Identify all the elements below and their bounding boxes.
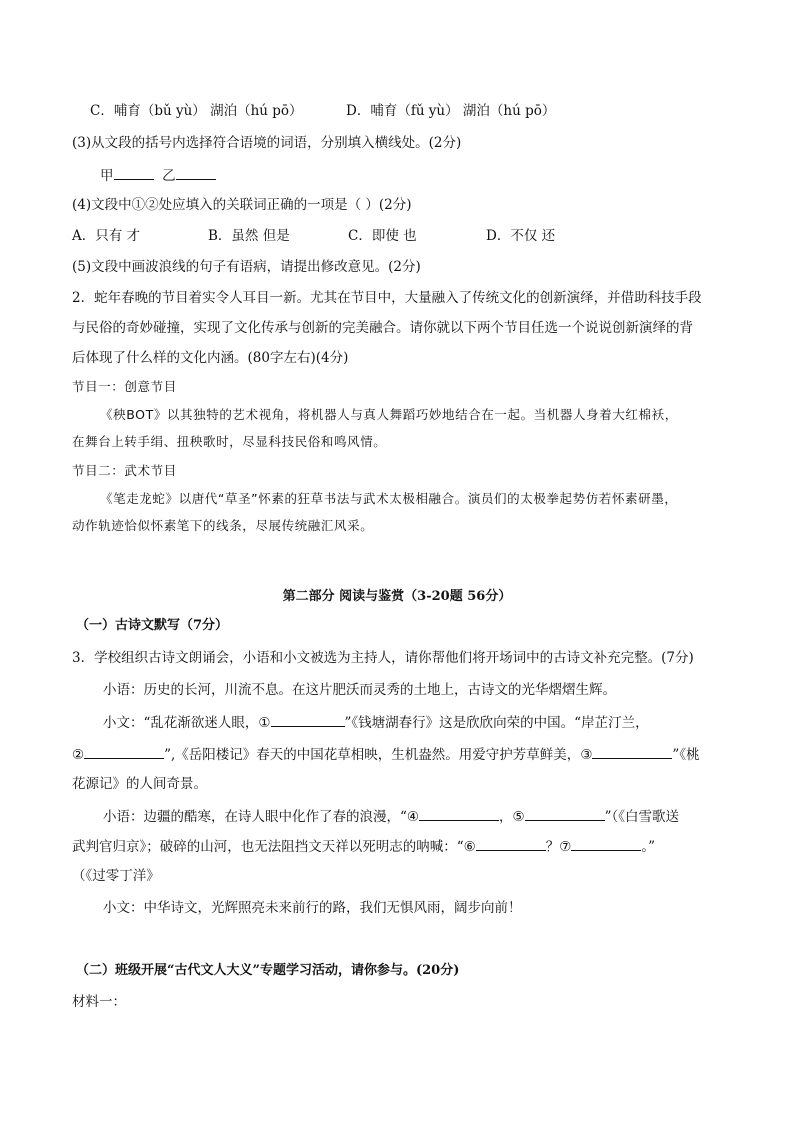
blank-3[interactable] [592,744,672,759]
q3-p2b: ”《钱塘湖春行》这是欣欣向荣的中国。“岸芷汀兰， [344,715,649,731]
blank-7[interactable] [571,836,641,851]
q3-p5 [103,806,679,827]
blank-jia-row [100,165,216,186]
jia-blank[interactable] [114,165,154,180]
marker-6: ⑥ [463,839,476,855]
section1-title: （一）古诗文默写（7分） [76,618,229,633]
q3-p2a: 小文：“乱花渐欲迷人眼， [103,715,259,731]
q3-intro: 3．学校组织古诗文朗诵会，小语和小文被选为主持人，请你帮他们将开场词中的古诗文补充完整。(7分) [72,650,694,666]
question-5-sub: (5)文段中画波浪线的句子有语病，请提出修改意见。(2分) [72,259,421,275]
q3-p5a: 小语：边疆的酷寒，在诗人眼中化作了春的浪漫，“ [103,809,407,825]
option-d: D．哺育（fǔ yù） 湖泊（hú pō） [346,103,556,119]
q3-question-mark: ？ [545,839,560,855]
section2-title: （二）班级开展“古代文人大义”专题学习活动，请你参与。(20分) [76,963,460,978]
jia-label: 甲 [100,168,114,184]
program1-line1: 《秧BOT》以其独特的艺术视角，将机器人与真人舞蹈巧妙地结合在一起。当机器人身着大红棉袄， [100,407,678,422]
program2-line1: 《笔走龙蛇》以唐代“草圣”怀素的狂草书法与武术太极相融合。演员们的太极拳起势仿若怀素研墨， [100,491,678,506]
q3-p3b: ”《桃 [672,747,700,763]
program1-line2: 在舞台上转手绢、扭秧歌时，尽显科技民俗和鸣风情。 [72,434,387,449]
question-4-sub: (4)文段中①②处应填入的关联词正确的一项是（ ）(2分) [72,197,412,213]
part2-title: 第二部分 阅读与鉴赏（3-20题 56分） [282,589,512,604]
program2-label: 节目二：武术节目 [72,463,177,478]
q3-p6a: 武判官归京》；破碎的山河，也无法阻挡文天祥以死明志的呐喊：“ [72,839,464,855]
program2-line2: 动作轨迹恰似怀素笔下的线条，尽展传统融汇风采。 [72,518,374,533]
marker-4: ④ [406,809,420,825]
marker-5: ⑤ [512,809,525,825]
blank-2[interactable] [84,744,164,759]
option-a: A．只有 才 [72,228,141,244]
marker-7: ⑦ [559,839,572,855]
q3-p5b: ”（《白雪歌送 [604,809,680,825]
q3-comma: ， [499,809,513,825]
material-1-label: 材料一： [72,994,126,1010]
option-b: B．虽然 但是 [208,228,290,244]
blank-6[interactable] [476,836,546,851]
q3-p8: 小文：中华诗文，光辉照亮未来前行的路，我们无惧风雨，阔步向前！ [103,900,522,916]
option-c: C．哺育（bǔ yù） 湖泊（hú pō） [90,103,303,119]
q3-p7: （《过零丁洋》 [72,868,160,884]
blank-5[interactable] [525,806,605,821]
marker-1: ① [258,715,271,731]
option-d-4: D．不仅 还 [486,228,556,244]
option-c-4: C．即使 也 [348,228,417,244]
q2-line1: 2．蛇年春晚的节目着实令人耳目一新。尤其在节目中，大量融入了传统文化的创新演绎，并借助科技手段 [72,290,702,306]
yi-label: 乙 [162,168,176,184]
q3-p3 [72,744,700,765]
q3-p2 [103,712,649,733]
blank-1[interactable] [271,712,345,727]
q3-p1: 小语：历史的长河，川流不息。在这片肥沃而灵秀的土地上，古诗文的光华熠熠生辉。 [103,682,616,698]
q3-p3a: ”,《岳阳楼记》春天的中国花草相映，生机盎然。用爱守护芳草鲜美， [164,747,581,763]
q3-p6b: 。” [641,839,656,855]
yi-blank[interactable] [176,165,216,180]
q2-line3: 后体现了什么样的文化内涵。(80字左右)(4分) [72,350,349,366]
marker-3: ③ [580,747,593,763]
marker-2: ② [72,747,85,763]
q3-p6 [72,836,655,857]
question-3-sub: (3)从文段的括号内选择符合语境的词语，分别填入横线处。(2分) [72,135,462,151]
q2-line2: 与民俗的奇妙碰撞，实现了文化传承与创新的完美融合。请你就以下两个节目任选一个说说创新演绎的背 [72,320,693,336]
q3-p4: 花源记》的人间奇景。 [72,776,207,792]
program1-label: 节目一：创意节目 [72,379,177,394]
blank-4[interactable] [419,806,499,821]
